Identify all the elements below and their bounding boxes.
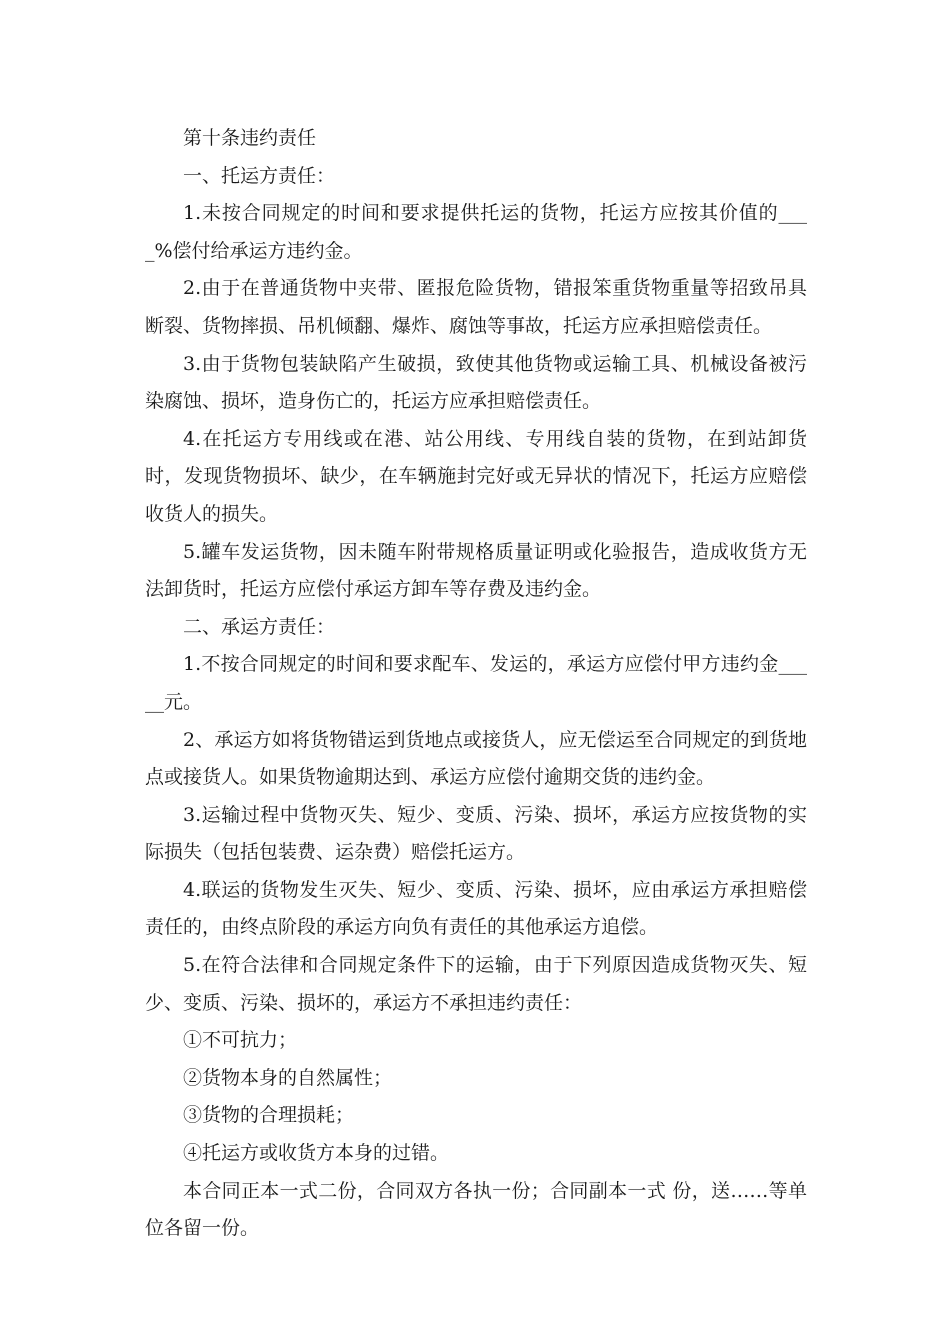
section-title-breach-liability: 第十条违约责任	[183, 127, 317, 149]
shipper-clause-1: 1.未按合同规定的时间和要求提供托运的货物，托运方应按其价值的____%偿付给承运方违约金。	[145, 202, 807, 262]
exemption-item-3: ③货物的合理损耗；	[183, 1104, 355, 1127]
carrier-clause-5: 5.在符合法律和合同规定条件下的运输，由于下列原因造成货物灭失、短少、变质、污染、损坏的，承运方不承担违约责任：	[145, 954, 807, 1014]
carrier-clause-1: 1.不按合同规定的时间和要求配车、发运的，承运方应偿付甲方违约金_____元。	[145, 653, 807, 713]
shipper-liability-heading: 一、托运方责任：	[183, 164, 336, 187]
exemption-item-4: ④托运方或收货方本身的过错。	[183, 1142, 450, 1165]
contract-document	[145, 120, 807, 1248]
exemption-item-2: ②货物本身的自然属性；	[183, 1066, 393, 1089]
carrier-clause-2: 2、承运方如将货物错运到货地点或接货人，应无偿运至合同规定的到货地点或接货人。如果货物逾期达到、承运方应偿付逾期交货的违约金。	[145, 728, 807, 789]
carrier-liability-heading: 二、承运方责任：	[183, 615, 336, 638]
copies-clause: 本合同正本一式二份，合同双方各执一份；合同副本一式 份，送……等单位各留一份。	[145, 1179, 807, 1240]
carrier-clause-4: 4.联运的货物发生灭失、短少、变质、污染、损坏，应由承运方承担赔偿责任的，由终点阶段的承运方向负有责任的其他承运方追偿。	[145, 878, 807, 939]
exemption-item-1: ①不可抗力；	[183, 1029, 298, 1052]
shipper-clause-3: 3.由于货物包装缺陷产生破损，致使其他货物或运输工具、机械设备被污染腐蚀、损坏，造身伤亡的，托运方应承担赔偿责任。	[145, 352, 807, 413]
shipper-clause-4: 4.在托运方专用线或在港、站公用线、专用线自装的货物，在到站卸货时，发现货物损坏、缺少，在车辆施封完好或无异状的情况下，托运方应赔偿收货人的损失。	[145, 427, 807, 525]
carrier-clause-3: 3.运输过程中货物灭失、短少、变质、污染、损坏，承运方应按货物的实际损失（包括包装费、运杂费）赔偿托运方。	[145, 803, 807, 864]
shipper-clause-5: 5.罐车发运货物，因未随车附带规格质量证明或化验报告，造成收货方无法卸货时，托运方应偿付承运方卸车等存费及违约金。	[145, 540, 807, 601]
shipper-clause-2: 2.由于在普通货物中夹带、匿报危险货物，错报笨重货物重量等招致吊具断裂、货物摔损、吊机倾翻、爆炸、腐蚀等事故，托运方应承担赔偿责任。	[145, 277, 807, 337]
